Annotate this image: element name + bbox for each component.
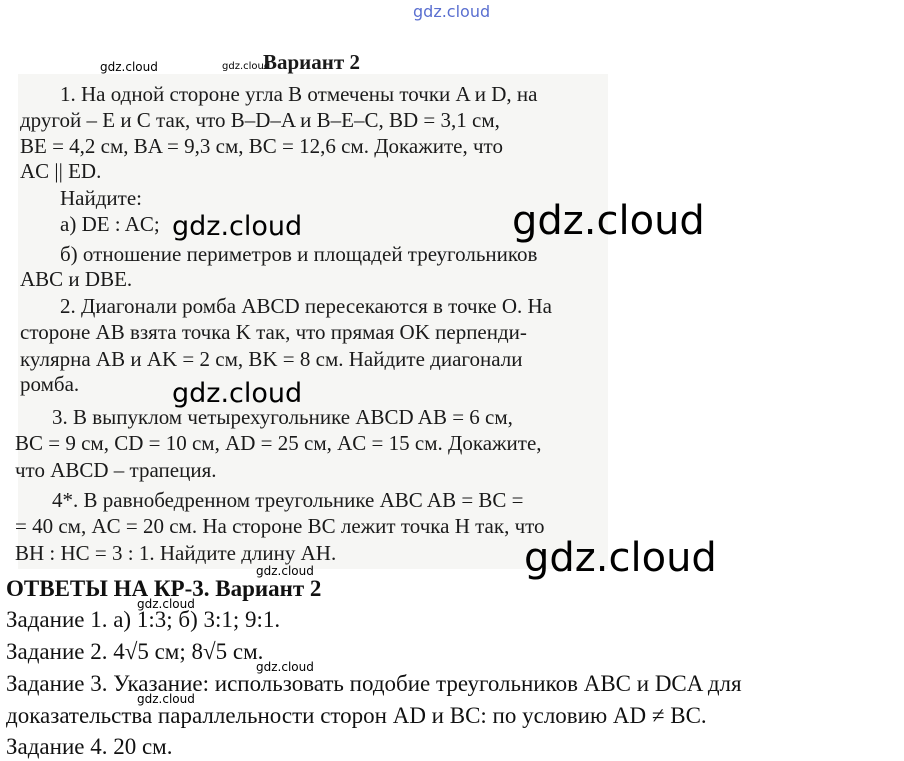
answer-line: Задание 1. а) 1:3; б) 3:1; 9:1.	[6, 607, 281, 632]
problem-line: б) отношение периметров и площадей треугольников	[60, 242, 538, 266]
problem-line: BC = 9 см, CD = 10 см, AD = 25 см, AC = 15 см. Докажите,	[15, 431, 542, 455]
problem-line: = 40 см, AC = 20 см. На стороне BC лежит точка H так, что	[15, 514, 545, 538]
answer-line: Задание 3. Указание: использовать подобие треугольников ABC и DCA для	[6, 671, 742, 696]
problem-line: стороне AB взята точка K так, что прямая OK перпенди-	[20, 320, 527, 344]
problem-line: ромба.	[20, 372, 80, 396]
watermark-small: gdz.cloud	[222, 61, 271, 72]
watermark-medium: gdz.cloud	[172, 378, 303, 409]
watermark-small: gdz.cloud	[100, 60, 158, 74]
problem-line: что ABCD – трапеция.	[15, 458, 217, 482]
problem-line: BH : HC = 3 : 1. Найдите длину AH.	[15, 541, 337, 565]
answers-title: ОТВЕТЫ НА КР-3. Вариант 2	[6, 576, 322, 601]
watermark-large: gdz.cloud	[524, 535, 717, 581]
watermark-small: gdz.cloud	[256, 660, 314, 674]
problem-line: Найдите:	[60, 186, 142, 210]
problem-line: 1. На одной стороне угла B отмечены точки A и D, на	[60, 82, 538, 106]
problem-line: кулярна AB и AK = 2 см, BK = 8 см. Найдите диагонали	[20, 347, 523, 371]
watermark-small: gdz.cloud	[137, 692, 195, 706]
watermark-medium: gdz.cloud	[172, 211, 303, 242]
variant-title: Вариант 2	[263, 50, 360, 74]
answer-line: Задание 4. 20 см.	[6, 734, 173, 759]
problem-line: другой – E и C так, что B–D–A и B–E–C, BD = 3,1 см,	[20, 108, 500, 132]
answer-line: Задание 2. 4√5 см; 8√5 см.	[6, 639, 264, 664]
problem-line: 3. В выпуклом четырехугольнике ABCD AB = 6 см,	[52, 405, 513, 429]
problem-line: 4*. В равнобедренном треугольнике ABC AB = BC =	[52, 488, 524, 512]
watermark-small: gdz.cloud	[256, 564, 314, 578]
watermark-top[interactable]: gdz.cloud	[413, 2, 491, 21]
problem-line: ABC и DBE.	[20, 267, 133, 291]
watermark-large: gdz.cloud	[512, 198, 705, 244]
watermark-small: gdz.cloud	[137, 597, 195, 611]
problem-line: AC || ED.	[20, 159, 102, 183]
problem-line: а) DE : AC;	[60, 212, 160, 236]
problem-line: 2. Диагонали ромба ABCD пересекаются в точке O. На	[60, 294, 552, 318]
problem-line: BE = 4,2 см, BA = 9,3 см, BC = 12,6 см. Докажите, что	[20, 134, 503, 158]
answer-line: доказательства параллельности сторон AD и BC: по условию AD ≠ BC.	[6, 703, 707, 728]
